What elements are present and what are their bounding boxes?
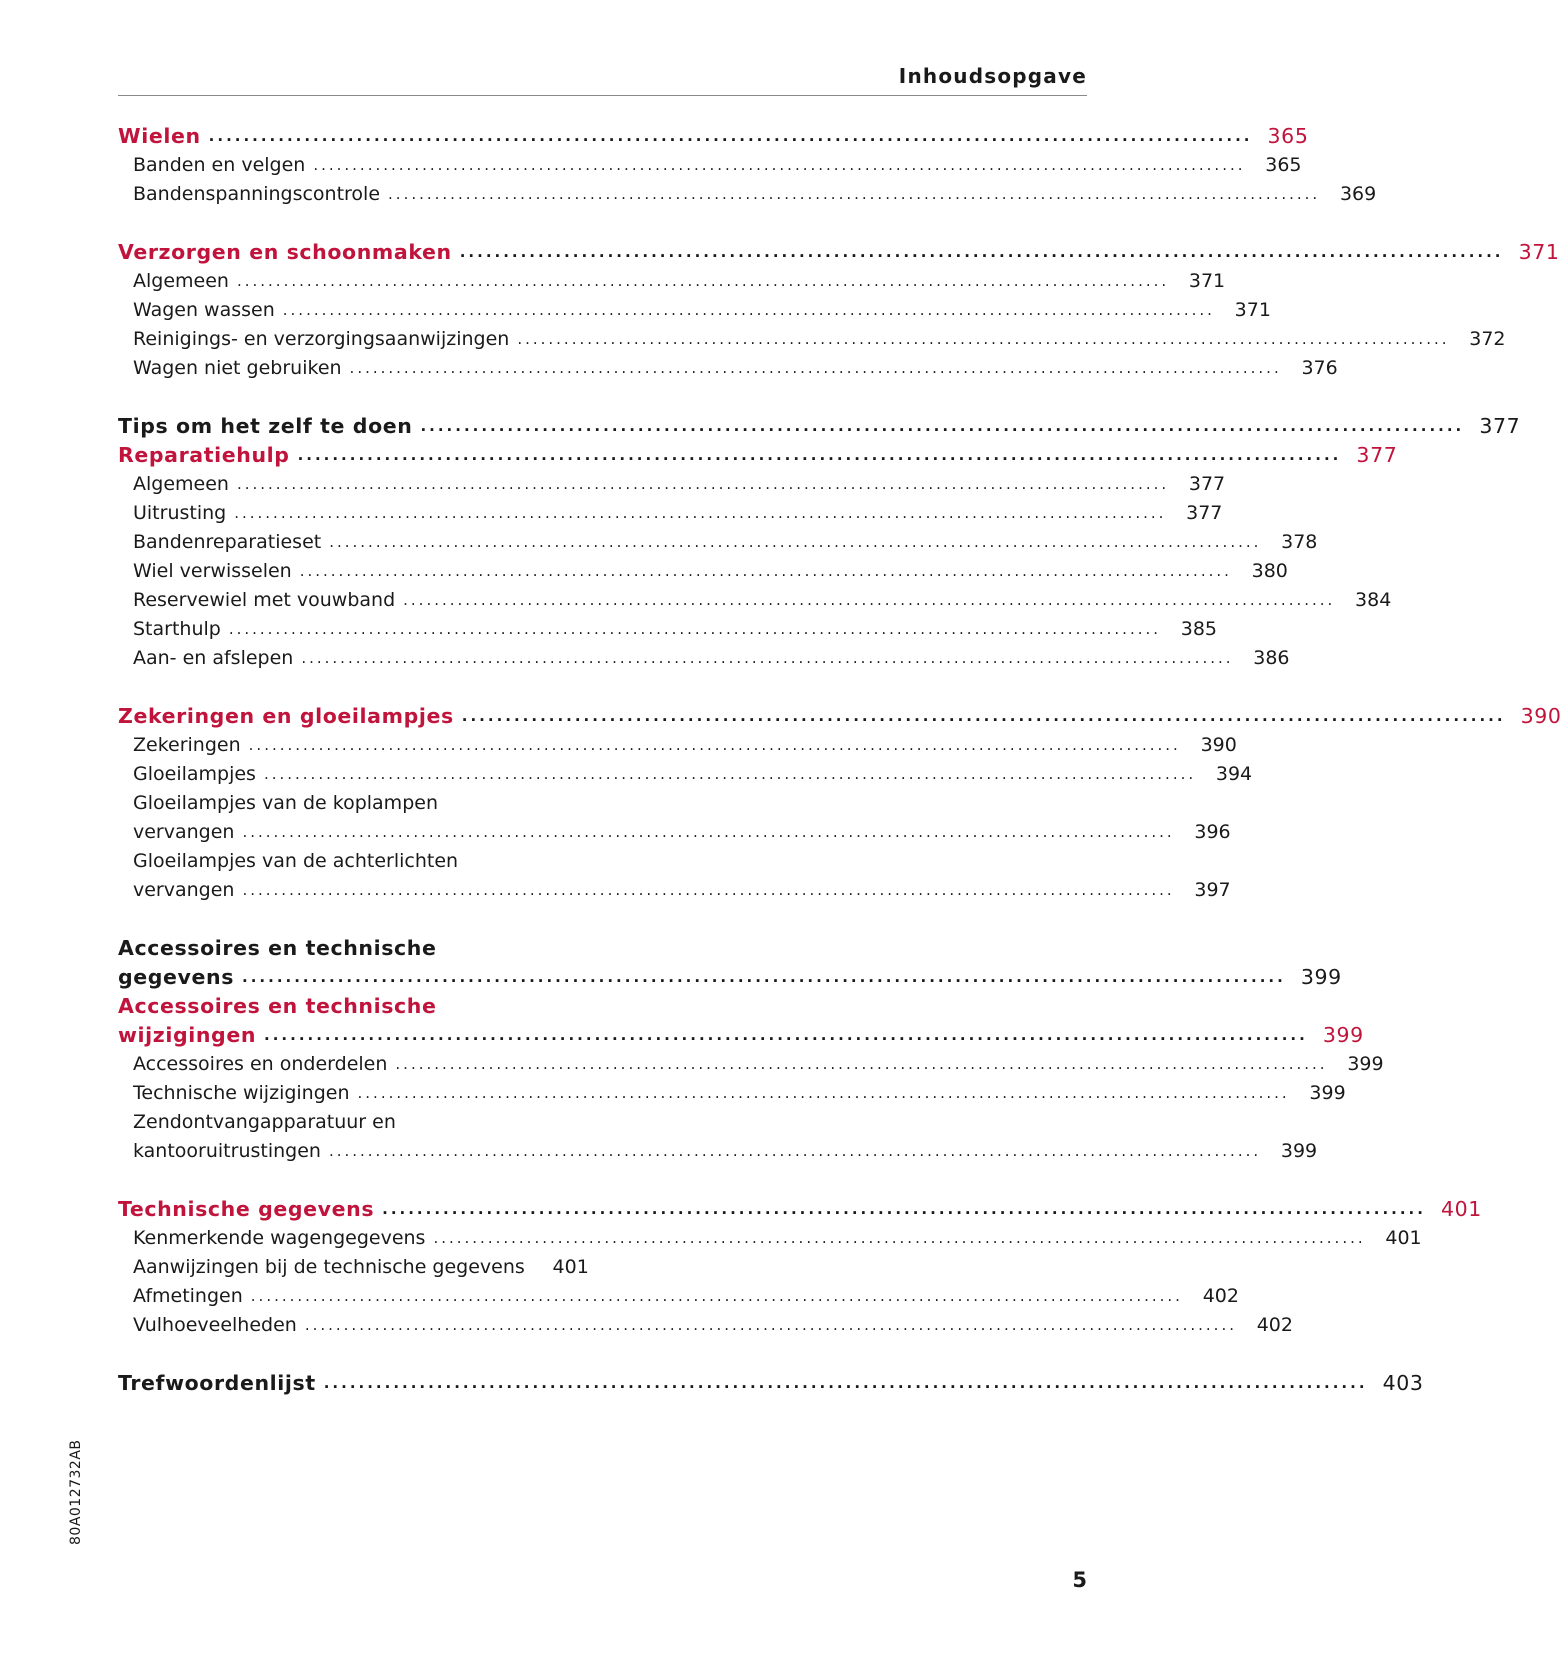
toc-entry-title: Afmetingen (133, 1285, 243, 1307)
toc-entry[interactable] (118, 644, 1290, 673)
toc-heading[interactable] (118, 1195, 1482, 1224)
toc-entry-page: 371 (1188, 270, 1226, 292)
leader-dots: ........................................................................................................................ (395, 1055, 1328, 1073)
toc-entry-title: Gloeilampjes van de achterlichten (133, 850, 459, 872)
table-of-contents (118, 122, 1562, 1427)
leader-dots: ........................................................................................................................ (228, 620, 1162, 638)
leader-dots: ........................................................................................................................ (420, 417, 1465, 435)
toc-heading[interactable] (118, 1369, 1424, 1398)
toc-heading[interactable] (118, 441, 1398, 470)
toc-entry[interactable] (118, 470, 1226, 499)
toc-entry[interactable] (118, 1253, 589, 1282)
toc-entry[interactable] (118, 1050, 1384, 1079)
toc-entry-title: Vulhoeveelheden (133, 1314, 297, 1336)
toc-entry-line1[interactable] (118, 789, 586, 818)
toc-entry-title: Zekeringen en gloeilampjes (118, 704, 454, 728)
leader-dots: ........................................................................................................................ (323, 1374, 1368, 1392)
toc-entry-title: Trefwoordenlijst (118, 1371, 316, 1395)
toc-entry-title: Accessoires en technische (118, 936, 437, 960)
toc-entry-line2[interactable] (118, 1137, 1318, 1166)
toc-entry-page: 377 (1356, 443, 1398, 467)
toc-entry-page: 399 (1322, 1023, 1364, 1047)
toc-entry-title: Zekeringen (133, 734, 241, 756)
toc-entry[interactable] (118, 296, 1271, 325)
toc-entry[interactable] (118, 151, 1302, 180)
leader-dots: ........................................................................................................................ (299, 562, 1232, 580)
toc-heading[interactable] (118, 238, 1560, 267)
toc-group-accessoires (118, 934, 1384, 1166)
toc-heading-line2[interactable] (118, 1021, 1364, 1050)
leader-dots: ........................................................................................................................ (236, 475, 1170, 493)
toc-group-tips (118, 412, 1521, 673)
toc-entry-title: Kenmerkende wagengegevens (133, 1227, 426, 1249)
toc-entry-title: Wagen niet gebruiken (133, 357, 342, 379)
toc-group-verzorgen (118, 238, 1560, 383)
toc-entry[interactable] (118, 354, 1338, 383)
page-number: 5 (1072, 1568, 1087, 1592)
toc-entry-page: 396 (1194, 821, 1231, 843)
leader-dots: ........................................................................................................................ (236, 272, 1170, 290)
leader-dots: ........................................................................................................................ (328, 1142, 1262, 1160)
toc-entry[interactable] (118, 586, 1392, 615)
toc-entry-title: gegevens (118, 965, 235, 989)
toc-entry-title: Aan- en afslepen (133, 647, 294, 669)
toc-heading[interactable] (118, 412, 1521, 441)
header-title: Inhoudsopgave (898, 64, 1087, 88)
toc-entry-page: 365 (1267, 124, 1309, 148)
leader-dots: ........................................................................................................................ (250, 1287, 1183, 1305)
toc-entry[interactable] (118, 760, 1253, 789)
toc-entry-page: 377 (1188, 473, 1226, 495)
leader-dots: ........................................................................................................................ (433, 1229, 1366, 1247)
toc-entry-page: 384 (1355, 589, 1392, 611)
toc-entry-title: Starthulp (133, 618, 221, 640)
toc-entry-title: Accessoires en onderdelen (133, 1053, 388, 1075)
toc-entry-page: 365 (1265, 154, 1302, 176)
toc-entry[interactable] (118, 1311, 1293, 1340)
toc-entry-page: 399 (1309, 1082, 1346, 1104)
toc-entry-page: 377 (1186, 502, 1223, 524)
toc-entry-title: Reservewiel met vouwband (133, 589, 396, 611)
leader-dots: ........................................................................................................................ (329, 533, 1262, 551)
toc-entry-title: Gloeilampjes (133, 763, 256, 785)
leader-dots: ........................................................................................................................ (242, 968, 1286, 986)
toc-entry-page: 369 (1339, 183, 1377, 205)
toc-entry-title: Gloeilampjes van de koplampen (133, 792, 438, 814)
toc-entry-title: Verzorgen en schoonmaken (118, 240, 452, 264)
header-rule (118, 95, 1087, 96)
toc-entry-page: 401 (1441, 1197, 1482, 1221)
toc-entry-page: 385 (1180, 618, 1218, 640)
leader-dots: ........................................................................................................................ (234, 504, 1167, 522)
toc-heading-line1[interactable] (118, 992, 586, 1021)
toc-group-technische-gegevens (118, 1195, 1482, 1340)
toc-entry[interactable] (118, 557, 1288, 586)
leader-dots: ........................................................................................................................ (282, 301, 1215, 319)
toc-entry-page: 394 (1215, 763, 1253, 785)
toc-entry-title: Tips om het zelf te doen (118, 414, 413, 438)
toc-entry[interactable] (118, 1282, 1239, 1311)
toc-entry-title: vervangen (133, 821, 235, 843)
toc-entry-page: 371 (1234, 299, 1271, 321)
toc-entry-title: vervangen (133, 879, 235, 901)
toc-entry-page: 399 (1300, 965, 1342, 989)
leader-dots: ........................................................................................................................ (301, 649, 1234, 667)
leader-dots: ........................................................................................................................ (242, 823, 1175, 841)
leader-dots: ........................................................................................................................ (459, 243, 1504, 261)
toc-entry-page: 401 (552, 1256, 589, 1278)
toc-entry-title: Technische wijzigingen (133, 1082, 350, 1104)
toc-entry[interactable] (118, 615, 1218, 644)
leader-dots: ........................................................................................................................ (517, 330, 1450, 348)
leader-dots: ........................................................................................................................ (349, 359, 1282, 377)
toc-entry[interactable] (118, 1079, 1346, 1108)
toc-entry[interactable] (118, 528, 1318, 557)
toc-heading[interactable] (118, 702, 1562, 731)
leader-dots: ........................................................................................................................ (388, 185, 1321, 203)
toc-entry-page: 399 (1347, 1053, 1384, 1075)
toc-entry-title: Technische gegevens (118, 1197, 375, 1221)
toc-entry-title: Aanwijzingen bij de technische gegevens (133, 1256, 525, 1278)
toc-entry-page: 402 (1256, 1314, 1293, 1336)
toc-entry-page: 402 (1202, 1285, 1239, 1307)
toc-entry-line1[interactable] (118, 847, 586, 876)
toc-entry-title: Reinigings- en verzorgingsaanwijzingen (133, 328, 510, 350)
toc-entry-page: 376 (1301, 357, 1338, 379)
toc-entry-title: wijzigingen (118, 1023, 257, 1047)
toc-entry-page: 403 (1382, 1371, 1424, 1395)
toc-entry-line2[interactable] (118, 818, 1231, 847)
toc-entry-title: Wiel verwisselen (133, 560, 292, 582)
toc-entry-page: 390 (1520, 704, 1562, 728)
leader-dots: ........................................................................................................................ (357, 1084, 1290, 1102)
toc-entry-line1[interactable] (118, 1108, 586, 1137)
toc-entry-title: Accessoires en technische (118, 994, 437, 1018)
toc-entry-page: 386 (1253, 647, 1290, 669)
toc-entry[interactable] (118, 499, 1223, 528)
toc-heading-line1[interactable] (118, 934, 586, 963)
toc-entry-page: 401 (1385, 1227, 1422, 1249)
toc-entry-page: 390 (1200, 734, 1237, 756)
leader-dots: ........................................................................................................................ (461, 707, 1506, 725)
toc-entry-page: 371 (1518, 240, 1560, 264)
toc-entry-page: 372 (1469, 328, 1506, 350)
toc-entry-page: 380 (1251, 560, 1288, 582)
toc-entry-page: 399 (1280, 1140, 1318, 1162)
leader-dots: ........................................................................................................................ (263, 765, 1197, 783)
toc-group-zekeringen (118, 702, 1562, 905)
toc-entry-title: Reparatiehulp (118, 443, 290, 467)
toc-entry-page: 378 (1281, 531, 1318, 553)
toc-entry-title: Bandenspanningscontrole (133, 183, 381, 205)
leader-dots: ........................................................................................................................ (313, 156, 1246, 174)
toc-entry-line2[interactable] (118, 876, 1231, 905)
toc-entry-title: Wielen (118, 124, 201, 148)
toc-entry-page: 377 (1479, 414, 1521, 438)
toc-entry-title: Algemeen (133, 270, 229, 292)
toc-entry-page: 397 (1194, 879, 1231, 901)
toc-entry-title: Zendontvangapparatuur en (133, 1111, 396, 1133)
toc-entry-title: Algemeen (133, 473, 229, 495)
toc-entry[interactable] (118, 1224, 1422, 1253)
toc-heading-line2[interactable] (118, 963, 1342, 992)
toc-entry-title: Bandenreparatieset (133, 531, 322, 553)
toc-heading[interactable] (118, 122, 1309, 151)
toc-group-wielen (118, 122, 1377, 209)
toc-entry-title: kantooruitrustingen (133, 1140, 321, 1162)
leader-dots: ........................................................................................................................ (264, 1026, 1308, 1044)
document-id: 80A012732AB (68, 1439, 84, 1545)
toc-entry-title: Banden en velgen (133, 154, 306, 176)
toc-group-trefwoordenlijst (118, 1369, 1424, 1398)
leader-dots: ........................................................................................................................ (382, 1200, 1426, 1218)
leader-dots: ........................................................................................................................ (297, 446, 1342, 464)
leader-dots: ........................................................................................................................ (208, 127, 1253, 145)
toc-entry[interactable] (118, 731, 1237, 760)
toc-entry-title: Uitrusting (133, 502, 227, 524)
toc-entry-title: Wagen wassen (133, 299, 275, 321)
leader-dots: ........................................................................................................................ (304, 1316, 1237, 1334)
toc-entry[interactable] (118, 180, 1377, 209)
leader-dots: ........................................................................................................................ (403, 591, 1336, 609)
toc-entry[interactable] (118, 325, 1506, 354)
leader-dots: ........................................................................................................................ (242, 881, 1175, 899)
leader-dots: ........................................................................................................................ (248, 736, 1181, 754)
toc-entry[interactable] (118, 267, 1226, 296)
